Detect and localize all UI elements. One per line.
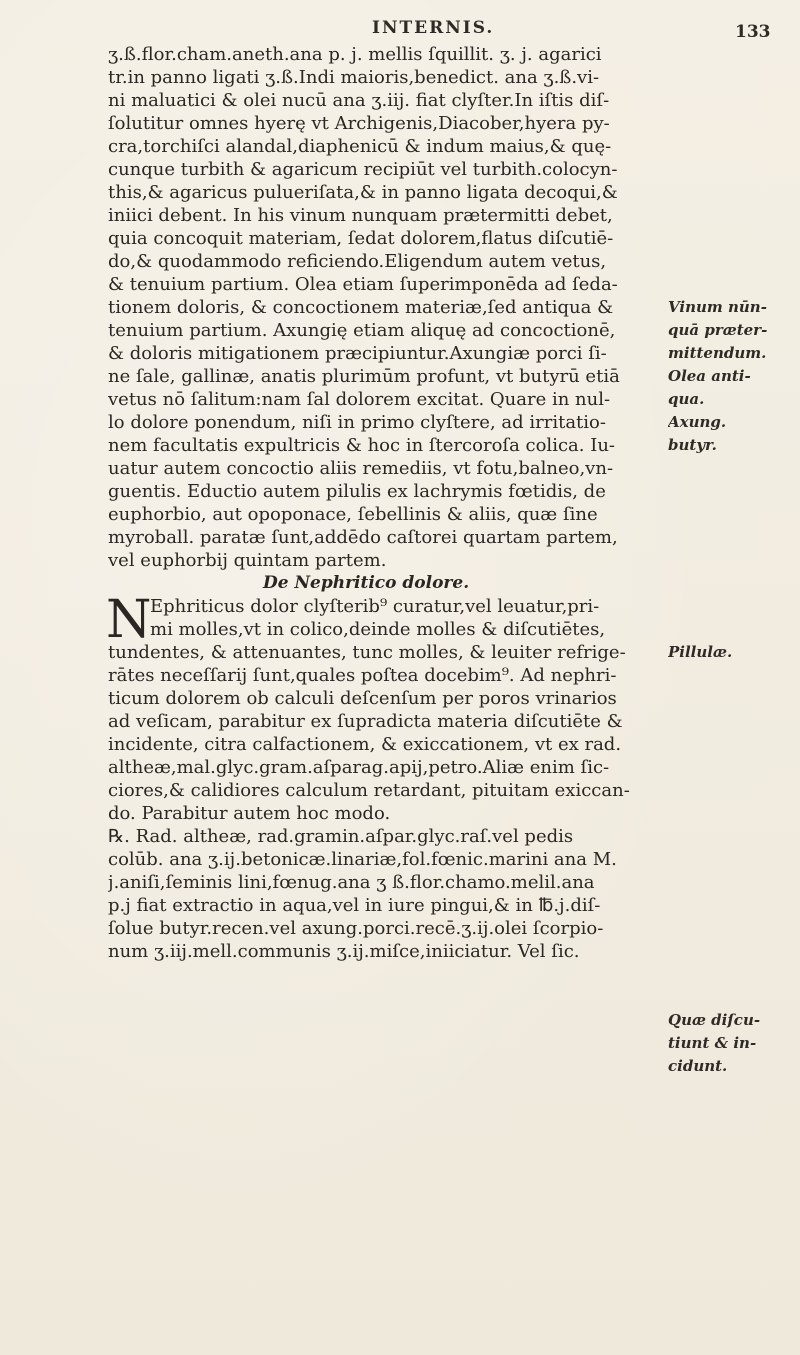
margin-note-line: Vinum nūn- [668, 298, 767, 316]
text-line: ſolutitur omnes hyerę vt Archigenis,Diacober,hyera py- [108, 113, 610, 134]
margin-note-line: quā præter- [668, 321, 768, 339]
section-heading: De Nephritico dolore. [263, 573, 470, 593]
text-line: vel euphorbij quintam partem. [108, 550, 387, 571]
text-line: vetus nō ſalitum:nam ſal dolorem excitat. Quare in nul- [108, 389, 611, 410]
paragraph-first [108, 43, 663, 572]
margin-note-line: butyr. [668, 436, 717, 454]
text-line: lo dolore ponendum, niſi in primo clyſtere, ad irritatio- [108, 412, 606, 433]
text-line: tundentes, & attenuantes, tunc molles, & leuiter refrige- [108, 642, 626, 663]
running-head: INTERNIS. [372, 18, 495, 38]
text-line: mi molles,vt in colico,deinde molles & diſcutiētes, [150, 619, 606, 640]
text-line: ſolue butyr.recen.vel axung.porci.recē.ʒ.ij.olei ſcorpio- [108, 918, 604, 939]
margin-note-pillulae [668, 641, 798, 664]
margin-note-line: tiunt & in- [668, 1034, 757, 1052]
drop-cap: N [106, 590, 152, 650]
text-line: cunque turbith & agaricum recipiūt vel turbith.colocyn- [108, 159, 618, 180]
text-line: altheæ,mal.glyc.gram.aſparag.apij,petro.Aliæ enim ſic- [108, 757, 610, 778]
text-line: euphorbio, aut opoponace, ſebellinis & aliis, quæ ſine [108, 504, 598, 525]
text-line: ad veſicam, parabitur ex ſupradicta materia diſcutiēte & [108, 711, 623, 732]
text-line: quia concoquit materiam, ſedat dolorem,flatus diſcutiē- [108, 228, 614, 249]
text-line: tenuium partium. Axungię etiam aliquę ad concoctionē, [108, 320, 616, 341]
text-line: colūb. ana ʒ.ij.betonicæ.linariæ,fol.fœnic.marini ana M. [108, 849, 617, 870]
margin-note-line: mittendum. [668, 344, 767, 362]
text-line: & tenuium partium. Olea etiam ſuperimponēda ad ſeda- [108, 274, 618, 295]
dropcap-lines [106, 590, 663, 650]
text-line: ne ſale, gallinæ, anatis plurimūm profunt, vt butyrū etiā [108, 366, 620, 387]
margin-note-line: Olea anti- [668, 367, 751, 385]
text-line: p.j fiat extractio in aqua,vel in iure pingui,& in ℔.j.diſ- [108, 895, 601, 916]
text-line: guentis. Eductio autem pilulis ex lachrymis fœtidis, de [108, 481, 606, 502]
page-header [0, 14, 800, 44]
text-line: & doloris mitigationem præcipiuntur.Axungiæ porci ſi- [108, 343, 607, 364]
main-text-block [108, 43, 663, 963]
paragraph-continuation [108, 641, 663, 963]
text-line: this,& agaricus pulueriſata,& in panno ligata decoqui,& [108, 182, 618, 203]
text-line: ℞. Rad. altheæ, rad.gramin.aſpar.glyc.raſ.vel pedis [108, 826, 574, 847]
text-line: ticum dolorem ob calculi deſcenſum per poros vrinarios [108, 688, 617, 709]
text-line: incidente, citra calfactionem, & exiccationem, vt ex rad. [108, 734, 622, 755]
margin-note-line: cidunt. [668, 1057, 728, 1075]
text-line: num ʒ.iij.mell.communis ʒ.ij.miſce,iniiciatur. Vel ſic. [108, 941, 580, 962]
text-line: tr.in panno ligati ʒ.ß.Indi maioris,benedict. ana ʒ.ß.vi- [108, 67, 600, 88]
text-line: do,& quodammodo reficiendo.Eligendum autem vetus, [108, 251, 607, 272]
text-line: tionem doloris, & concoctionem materiæ,ſed antiqua & [108, 297, 614, 318]
margin-note-line: Quæ diſcu- [668, 1011, 761, 1029]
margin-note-line: qua. [668, 390, 705, 408]
text-line: ciores,& calidiores calculum retardant, pituitam exiccan- [108, 780, 630, 801]
text-line: Ephriticus dolor clyſterib⁹ curatur,vel leuatur,pri- [150, 596, 600, 617]
text-line: nem facultatis expultricis & hoc in ſtercoroſa colica. Iu- [108, 435, 615, 456]
text-line: ʒ.ß.flor.cham.aneth.ana p. j. mellis ſquillit. ʒ. j. agarici [108, 44, 602, 65]
text-line: uatur autem concoctio aliis remediis, vt fotu,balneo,vn- [108, 458, 614, 479]
margin-note-quae-discutiunt [668, 1009, 798, 1078]
text-line: ni maluatici & olei nucū ana ʒ.iij. fiat clyſter.In iſtis diſ- [108, 90, 610, 111]
text-line: rātes neceſſarij ſunt,quales poſtea docebim⁹. Ad nephri- [108, 665, 617, 686]
margin-note-line: Pillulæ. [668, 643, 733, 661]
text-line: cra,torchiſci alandal,diaphenicū & indum maius,& quę- [108, 136, 612, 157]
margin-note-line: Axung. [668, 413, 727, 431]
margin-note-vinum [668, 296, 798, 457]
text-line: iniici debent. In his vinum nunquam prætermitti debet, [108, 205, 613, 226]
paragraph-nephritic [106, 590, 663, 963]
page-number: 133 [735, 22, 771, 42]
text-line: j.aniſi,ſeminis lini,fœnug.ana ʒ ß.flor.chamo.melil.ana [108, 872, 595, 893]
text-line: myroball. paratæ ſunt,addēdo caſtorei quartam partem, [108, 527, 618, 548]
text-line: do. Parabitur autem hoc modo. [108, 803, 391, 824]
